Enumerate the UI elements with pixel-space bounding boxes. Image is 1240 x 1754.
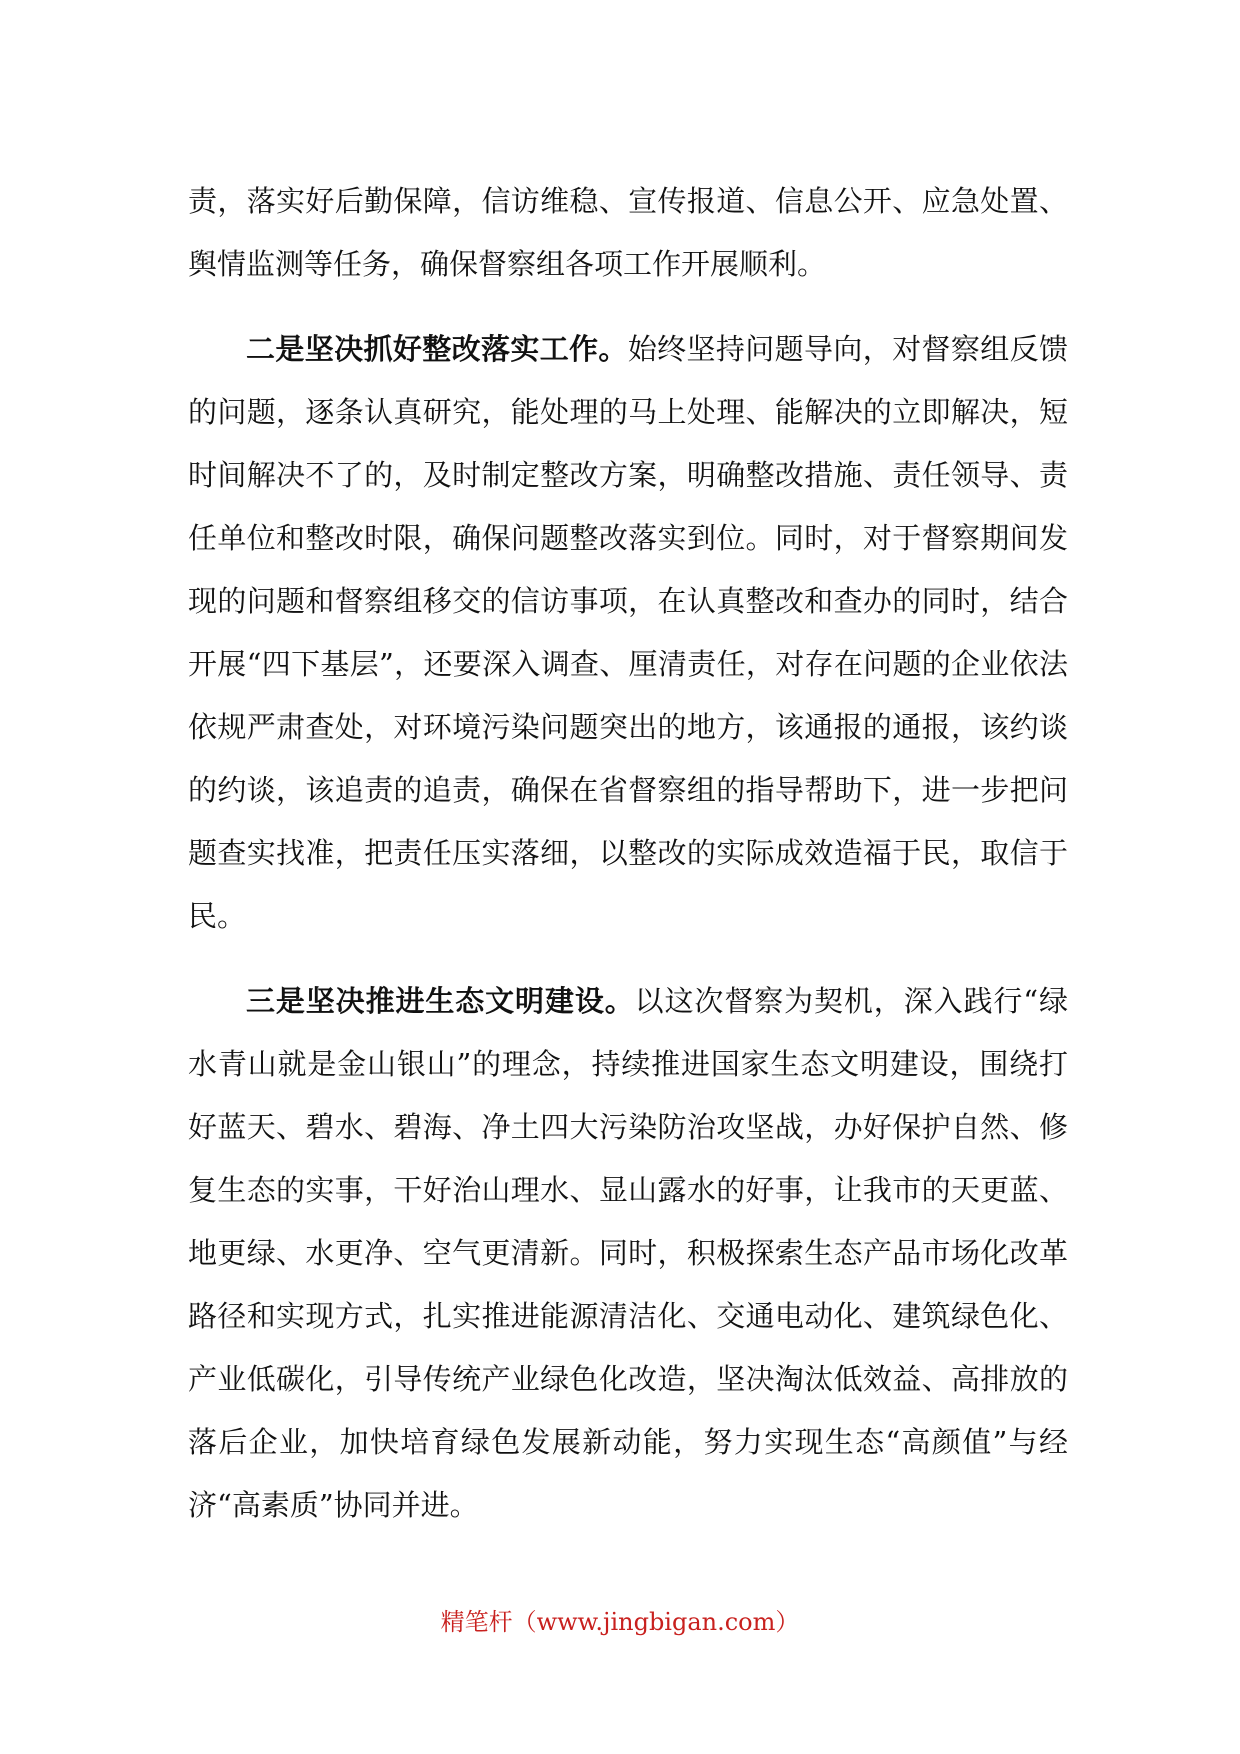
footer-watermark (0, 1606, 1240, 1638)
paragraph-2-lead: 二是坚决抓好整改落实工作。 (246, 332, 628, 366)
document-body (188, 170, 1068, 1559)
paragraph-1 (188, 170, 1068, 296)
footer-link-text: 精笔杆（www.jingbigan.com） (440, 1608, 800, 1636)
paragraph-2-text: 始终坚持问题导向，对督察组反馈的问题，逐条认真研究，能处理的马上处理、能解决的立即解决，短时间解决不了的，及时制定整改方案，明确整改措施、责任领导、责任单位和整改时限，确保问题整改落实到位。同时，对于督察期间发现的问题和督察组移交的信访事项，在认真整改和查办的同时，结合开展“四下基层”，还要深入调查、厘清责任，对存在问题的企业依法依规严肃查处，对环境污染问题突出的地方，该通报的通报，该约谈的约谈，该追责的追责，确保在省督察组的指导帮助下，进一步把问题查实找准，把责任压实落细，以整改的实际成效造福于民，取信于民。 (188, 332, 1068, 933)
paragraph-3-lead: 三是坚决推进生态文明建设。 (246, 984, 635, 1018)
paragraph-3 (188, 970, 1068, 1537)
paragraph-1-text: 责，落实好后勤保障，信访维稳、宣传报道、信息公开、应急处置、舆情监测等任务，确保督察组各项工作开展顺利。 (188, 184, 1068, 281)
paragraph-2 (188, 318, 1068, 948)
paragraph-3-text: 以这次督察为契机，深入践行“绿水青山就是金山银山”的理念，持续推进国家生态文明建设，围绕打好蓝天、碧水、碧海、净土四大污染防治攻坚战，办好保护自然、修复生态的实事，干好治山理水、显山露水的好事，让我市的天更蓝、地更绿、水更净、空气更清新。同时，积极探索生态产品市场化改革路径和实现方式，扎实推进能源清洁化、交通电动化、建筑绿色化、产业低碳化，引导传统产业绿色化改造，坚决淘汰低效益、高排放的落后企业，加快培育绿色发展新动能，努力实现生态“高颜值”与经济“高素质”协同并进。 (188, 984, 1068, 1522)
